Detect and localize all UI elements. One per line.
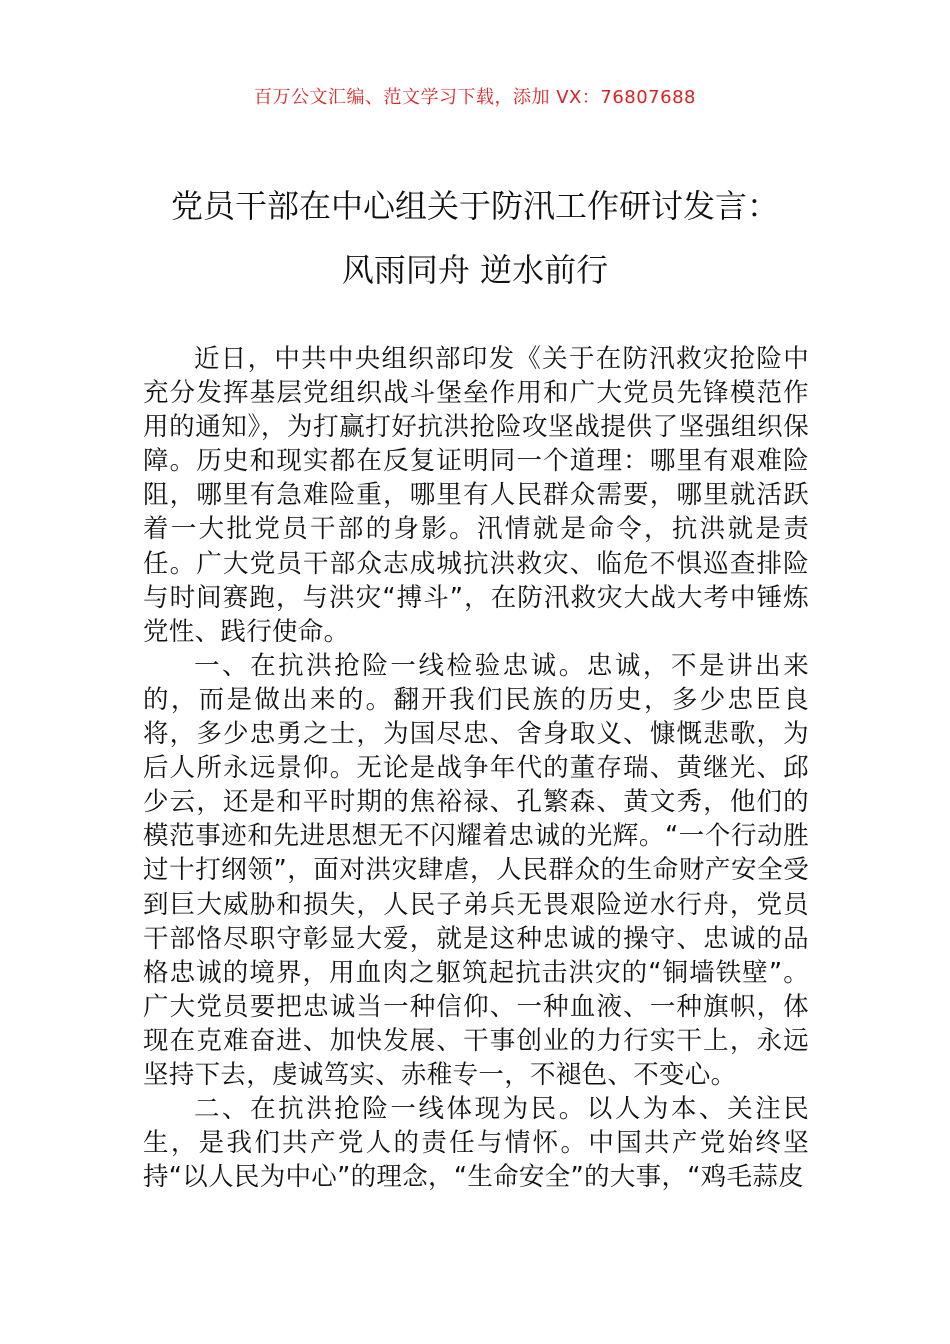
paragraph-section-1: 一、在抗洪抢险一线检验忠诚。忠诚，不是讲出来的，而是做出来的。翻开我们民族的历史，多少忠臣良将，多少忠勇之士，为国尽忠、舍身取义、慷慨悲歌，为后人所永远景仰。无论是战争年代的董存瑞、黄继光、邱少云，还是和平时期的焦裕禄、孔繁森、黄文秀，他们的模范事迹和先进思想无不闪耀着忠诚的光辉。“一个行动胜过十打纲领”，面对洪灾肆虐，人民群众的生命财产安全受到巨大威胁和损失，人民子弟兵无畏艰险逆水行舟，党员干部恪尽职守彰显大爱，就是这种忠诚的操守、忠诚的品格忠诚的境界，用血肉之躯筑起抗击洪灾的“铜墙铁壁”。广大党员要把忠诚当一种信仰、一种血液、一种旗帜，体现在克难奋进、加快发展、干事创业的力行实干上，永远坚持下去，虔诚笃实、赤稚专一，不褪色、不变心。 [143, 650, 809, 1090]
paragraph-section-2: 二、在抗洪抢险一线体现为民。以人为本、关注民生，是我们共产党人的责任与情怀。中国共产党始终坚持“以人民为中心”的理念，“生命安全”的大事，“鸡毛蒜皮 [143, 1094, 809, 1193]
document-body [143, 342, 809, 1194]
document-title-line-1: 党员干部在中心组关于防汛工作研讨发言： [170, 187, 779, 225]
paragraph-intro: 近日，中共中央组织部印发《关于在防汛救灾抢险中充分发挥基层党组织战斗堡垒作用和广大党员先锋模范作用的通知》，为打赢打好抗洪抢险攻坚战提供了坚强组织保障。历史和现实都在反复证明同一个道理：哪里有艰难险阻，哪里有急难险重，哪里有人民群众需要，哪里就活跃着一大批党员干部的身影。汛情就是命令，抗洪就是责任。广大党员干部众志成城抗洪救灾、临危不惧巡查排险与时间赛跑，与洪灾“搏斗”，在防汛救灾大战大考中锤炼党性、践行使命。 [143, 344, 809, 647]
header-watermark-note: 百万公文汇编、范文学习下载，添加 VX：76807688 [254, 87, 696, 108]
document-title-line-2: 风雨同舟 逆水前行 [341, 251, 609, 289]
